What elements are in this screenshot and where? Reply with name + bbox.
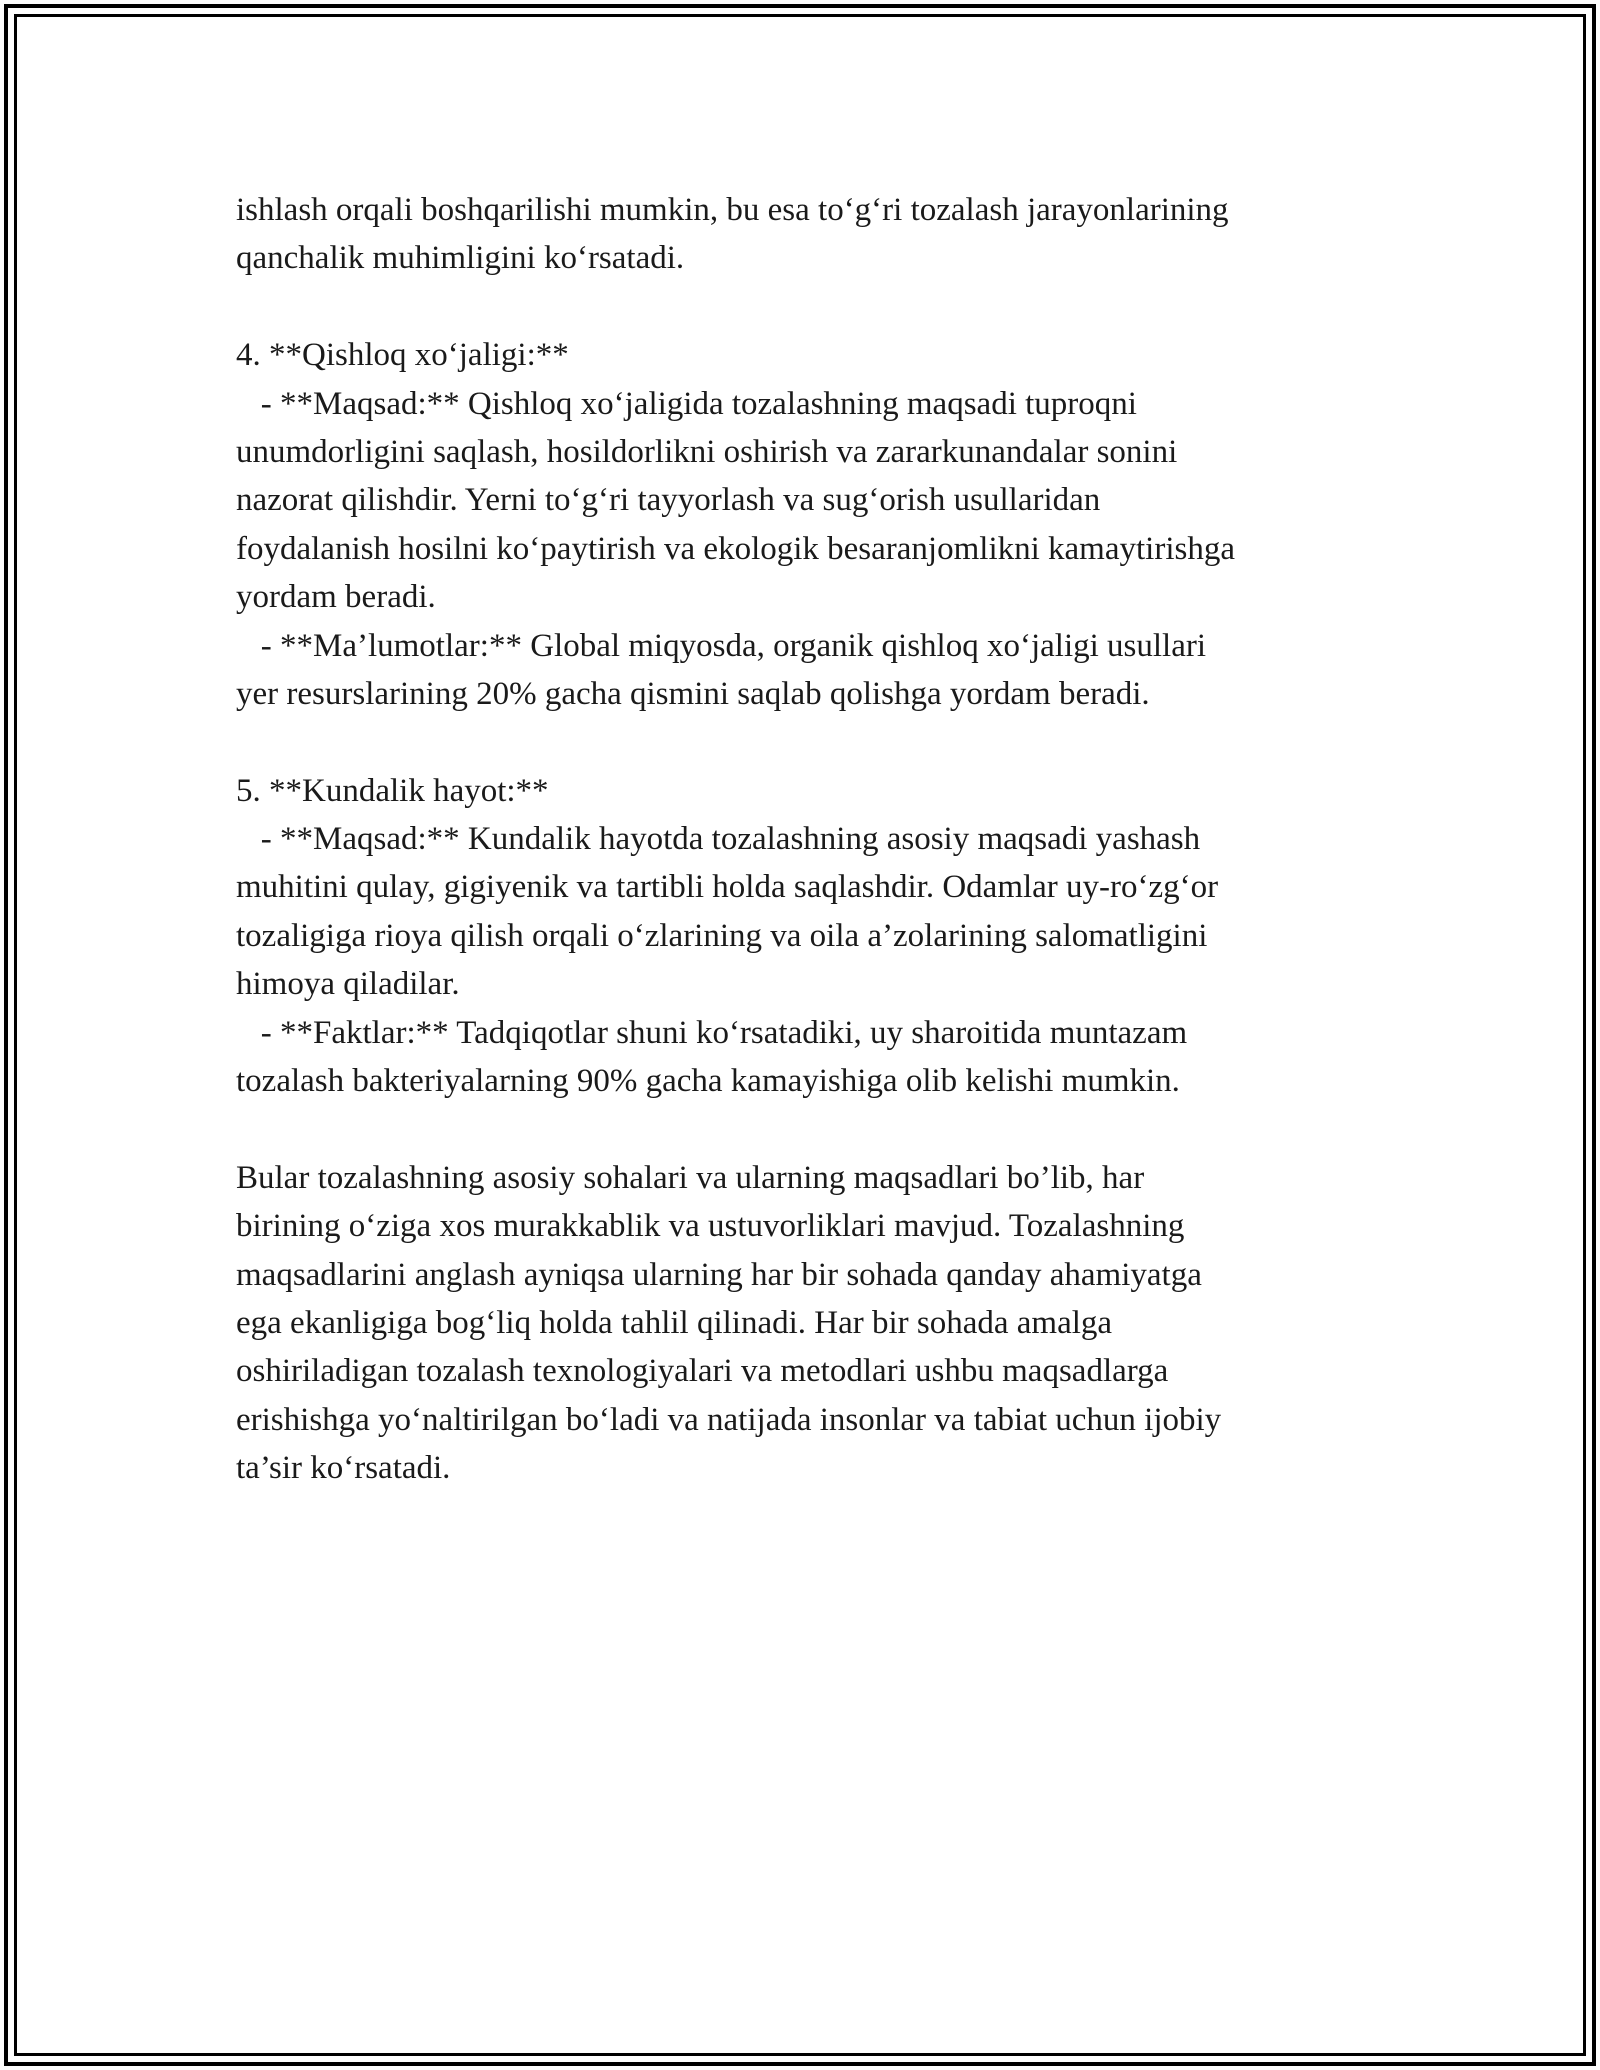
paragraph-gap xyxy=(236,718,1366,766)
text-line: himoya qiladilar. xyxy=(236,966,460,1003)
text-line: maqsadlarini anglash ayniqsa ularning har bir sohada qanday ahamiyatga xyxy=(236,1256,1202,1293)
text-line: foydalanish hosilni ko‘paytirish va ekologik besaranjomlikni kamaytirishga xyxy=(236,530,1235,567)
text-line: muhitini qulay, gigiyenik va tartibli holda saqlashdir. Odamlar uy-ro‘zg‘or xyxy=(236,869,1219,906)
text-line: Bular tozalashning asosiy sohalari va ularning maqsadlari bo’lib, har xyxy=(236,1159,1145,1196)
text-line: erishishga yo‘naltirilgan bo‘ladi va natijada insonlar va tabiat uchun ijobiy xyxy=(236,1401,1222,1438)
text-line: - **Faktlar:** Tadqiqotlar shuni ko‘rsatadiki, uy sharoitida muntazam xyxy=(236,1014,1188,1051)
paragraph-gap xyxy=(236,1105,1366,1153)
text-line: nazorat qilishdir. Yerni to‘g‘ri tayyorlash va sug‘orish usullaridan xyxy=(236,482,1101,519)
text-line: ishlash orqali boshqarilishi mumkin, bu esa to‘g‘ri tozalash jarayonlarining xyxy=(236,192,1229,228)
paragraph-gap xyxy=(236,283,1366,331)
text-line: - **Maqsad:** Kundalik hayotda tozalashning asosiy maqsadi yashash xyxy=(236,821,1201,858)
text-line: oshiriladigan tozalash texnologiyalari va metodlari ushbu maqsadlarga xyxy=(236,1353,1169,1390)
text-line: - **Ma’lumotlar:** Global miqyosda, organik qishloq xo‘jaligi usullari xyxy=(236,627,1207,664)
text-line: ega ekanligiga bog‘liq holda tahlil qilinadi. Har bir sohada amalga xyxy=(236,1304,1113,1341)
text-line: unumdorligini saqlash, hosildorlikni oshirish va zararkunandalar sonini xyxy=(236,433,1178,470)
document-body xyxy=(236,186,1366,1493)
text-line: tozaligiga rioya qilish orqali o‘zlarining va oila a’zolarining salomatligini xyxy=(236,917,1208,954)
text-line: - **Maqsad:** Qishloq xo‘jaligida tozalashning maqsadi tuproqni xyxy=(236,385,1137,422)
section-heading: 4. **Qishloq xo‘jaligi:** xyxy=(236,337,569,374)
text-line: ta’sir ko‘rsatadi. xyxy=(236,1450,451,1487)
text-line: yordam beradi. xyxy=(236,579,436,616)
text-line: birining o‘ziga xos murakkablik va ustuvorliklari mavjud. Tozalashning xyxy=(236,1208,1185,1245)
text-line: yer resurslarining 20% gacha qismini saqlab qolishga yordam beradi. xyxy=(236,675,1150,712)
section-heading: 5. **Kundalik hayot:** xyxy=(236,772,549,809)
text-line: qanchalik muhimligini ko‘rsatadi. xyxy=(236,240,685,277)
text-line: tozalash bakteriyalarning 90% gacha kamayishiga olib kelishi mumkin. xyxy=(236,1063,1180,1100)
